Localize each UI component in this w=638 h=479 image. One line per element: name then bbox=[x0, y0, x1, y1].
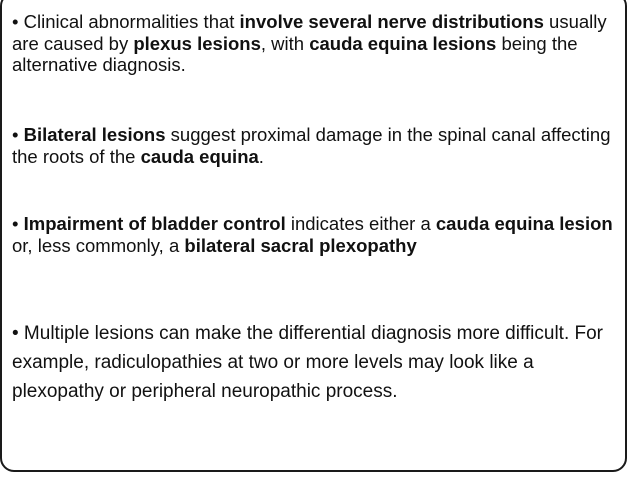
text-run-bold: cauda equina lesion bbox=[435, 213, 613, 234]
text-run: • Clinical abnormalities that bbox=[12, 11, 240, 32]
text-run: , with bbox=[260, 32, 310, 54]
text-run: • Multiple lesions can make the differential diagnosis more difficult. For example, radiculopathies at two or more levels may look like a plexopathy or peripheral neuropathic process. bbox=[12, 323, 604, 402]
bullet-paragraph-2 bbox=[12, 124, 622, 167]
text-run-bold: cauda equina lesions bbox=[309, 32, 497, 54]
text-run-bold: Impairment of bladder control bbox=[23, 213, 286, 234]
text-run: • bbox=[12, 124, 24, 145]
text-run: indicates either a bbox=[285, 213, 436, 234]
text-run-bold: plexus lesions bbox=[133, 32, 261, 54]
bullet-paragraph-1 bbox=[12, 11, 622, 76]
text-run: or, less commonly, a bbox=[12, 234, 185, 256]
text-run: usually are caused by bbox=[12, 11, 607, 54]
text-run: • bbox=[12, 213, 24, 234]
bullet-paragraph-3 bbox=[12, 213, 622, 256]
text-run-bold: involve several nerve distributions bbox=[239, 11, 544, 32]
text-run: being the alternative diagnosis. bbox=[12, 32, 578, 75]
text-run: . bbox=[258, 145, 264, 167]
text-run-bold: bilateral sacral plexopathy bbox=[184, 234, 417, 256]
bullet-paragraph-4 bbox=[12, 319, 622, 406]
text-run: suggest proximal damage in the spinal canal affecting the roots of the bbox=[12, 124, 611, 167]
text-run-bold: cauda equina bbox=[140, 145, 259, 167]
text-run-bold: Bilateral lesions bbox=[23, 124, 166, 145]
